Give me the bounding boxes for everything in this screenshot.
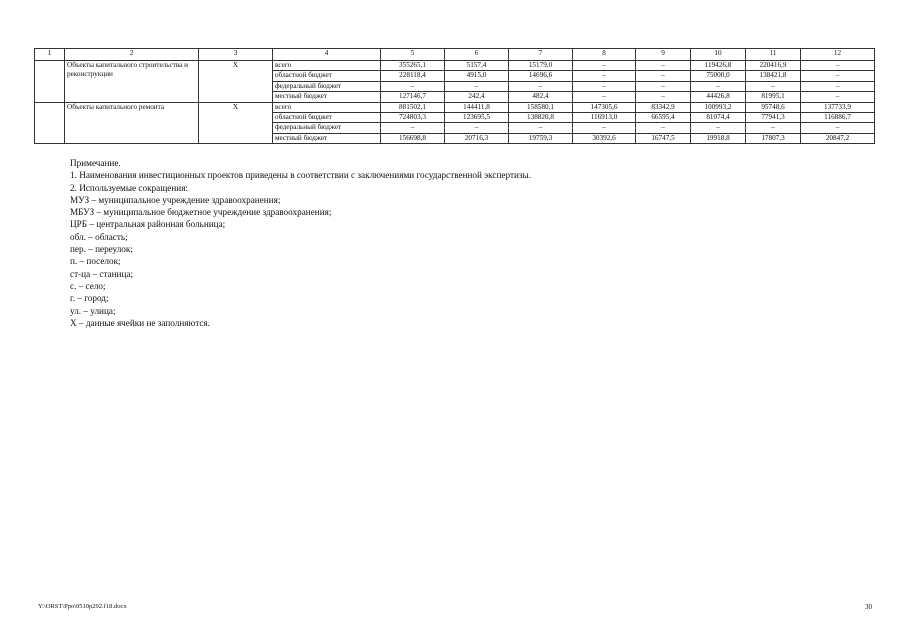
file-path: Y:\ORST\Ppo\0510p292.f18.docx xyxy=(38,603,127,610)
value-cell: 137733,9 xyxy=(801,102,875,112)
value-cell: 81995,1 xyxy=(746,92,801,102)
funding-source-label: всего xyxy=(273,61,381,71)
value-cell: 100993,2 xyxy=(691,102,746,112)
note-line: МУЗ – муниципальное учреждение здравоохранения; xyxy=(70,194,281,205)
value-cell: – xyxy=(445,81,509,91)
value-cell: 20847,2 xyxy=(801,133,875,143)
value-cell: – xyxy=(573,92,636,102)
value-cell: 15179,0 xyxy=(509,61,573,71)
value-cell: 158580,1 xyxy=(509,102,573,112)
value-cell: – xyxy=(801,61,875,71)
value-cell: – xyxy=(573,71,636,81)
column-header: 4 xyxy=(273,49,381,61)
notes-block xyxy=(70,157,870,329)
value-cell: 220416,9 xyxy=(746,61,801,71)
value-cell: 123695,5 xyxy=(445,112,509,122)
funding-source-label: областной бюджет xyxy=(273,112,381,122)
value-cell: 228118,4 xyxy=(381,71,445,81)
value-cell: – xyxy=(573,123,636,133)
value-cell: 19759,3 xyxy=(509,133,573,143)
notes-heading: Примечание. xyxy=(70,158,121,168)
column-header: 8 xyxy=(573,49,636,61)
funding-source-label: федеральный бюджет xyxy=(273,123,381,133)
value-cell: 4915,0 xyxy=(445,71,509,81)
value-cell: 77941,3 xyxy=(746,112,801,122)
note-line: пер. – переулок; xyxy=(70,244,133,255)
value-cell: – xyxy=(381,81,445,91)
note-line: г. – город; xyxy=(70,293,109,304)
value-cell: – xyxy=(801,92,875,102)
note-line: МБУЗ – муниципальное бюджетное учреждение здравоохранения; xyxy=(70,207,332,218)
budget-table xyxy=(34,48,875,144)
column-header: 7 xyxy=(509,49,573,61)
not-filled-mark: X xyxy=(199,61,273,103)
value-cell: – xyxy=(691,81,746,91)
value-cell: 881502,1 xyxy=(381,102,445,112)
value-cell: 144411,8 xyxy=(445,102,509,112)
note-line: ул. – улица; xyxy=(70,305,116,316)
funding-source-label: областной бюджет xyxy=(273,71,381,81)
column-header: 1 xyxy=(35,49,65,61)
value-cell: 127146,7 xyxy=(381,92,445,102)
value-cell: 156698,8 xyxy=(381,133,445,143)
not-filled-mark: X xyxy=(199,102,273,144)
value-cell: – xyxy=(636,81,691,91)
column-header: 12 xyxy=(801,49,875,61)
value-cell: – xyxy=(509,81,573,91)
table-row xyxy=(35,61,875,71)
value-cell: 724803,3 xyxy=(381,112,445,122)
value-cell: 482,4 xyxy=(509,92,573,102)
value-cell: – xyxy=(746,123,801,133)
value-cell: 16747,5 xyxy=(636,133,691,143)
value-cell: – xyxy=(381,123,445,133)
value-cell: – xyxy=(801,71,875,81)
value-cell: 138421,8 xyxy=(746,71,801,81)
value-cell: 14696,6 xyxy=(509,71,573,81)
table-header-row xyxy=(35,49,875,61)
value-cell: – xyxy=(636,71,691,81)
value-cell: 44426,8 xyxy=(691,92,746,102)
value-cell: – xyxy=(445,123,509,133)
note-line: X – данные ячейки не заполняются. xyxy=(70,317,210,328)
value-cell: 66595,4 xyxy=(636,112,691,122)
note-line: ЦРБ – центральная районная больница; xyxy=(70,219,226,230)
column-header: 5 xyxy=(381,49,445,61)
value-cell: – xyxy=(746,81,801,91)
value-cell: 17807,3 xyxy=(746,133,801,143)
funding-source-label: местный бюджет xyxy=(273,92,381,102)
column-header: 3 xyxy=(199,49,273,61)
note-line: обл. – область; xyxy=(70,231,128,242)
value-cell: – xyxy=(636,92,691,102)
value-cell: 119426,8 xyxy=(691,61,746,71)
funding-source-label: всего xyxy=(273,102,381,112)
value-cell: 81074,4 xyxy=(691,112,746,122)
value-cell: 20716,3 xyxy=(445,133,509,143)
value-cell: – xyxy=(509,123,573,133)
table-row xyxy=(35,102,875,112)
column-header: 9 xyxy=(636,49,691,61)
value-cell: 147305,6 xyxy=(573,102,636,112)
note-line: п. – поселок; xyxy=(70,256,121,267)
value-cell: – xyxy=(691,123,746,133)
value-cell: – xyxy=(801,81,875,91)
funding-source-label: федеральный бюджет xyxy=(273,81,381,91)
row-number-cell xyxy=(35,61,65,103)
value-cell: – xyxy=(636,61,691,71)
object-name: Объекты капитального ремонта xyxy=(65,102,199,144)
value-cell: 83342,9 xyxy=(636,102,691,112)
value-cell: – xyxy=(801,123,875,133)
value-cell: – xyxy=(636,123,691,133)
value-cell: 19918,8 xyxy=(691,133,746,143)
value-cell: 95748,6 xyxy=(746,102,801,112)
value-cell: 355265,1 xyxy=(381,61,445,71)
value-cell: 242,4 xyxy=(445,92,509,102)
note-line: 1. Наименования инвестиционных проектов приведены в соответствии с заключениями государственной экспертизы. xyxy=(70,170,531,181)
note-line: ст-ца – станица; xyxy=(70,268,133,279)
object-name: Объекты капитального строительства и реконструкции xyxy=(65,61,199,103)
column-header: 11 xyxy=(746,49,801,61)
value-cell: 75000,0 xyxy=(691,71,746,81)
value-cell: – xyxy=(573,81,636,91)
value-cell: – xyxy=(573,61,636,71)
note-line: 2. Используемые сокращения: xyxy=(70,182,188,193)
value-cell: 138820,8 xyxy=(509,112,573,122)
funding-source-label: местный бюджет xyxy=(273,133,381,143)
row-number-cell xyxy=(35,102,65,144)
page-number: 30 xyxy=(865,603,872,611)
value-cell: 116913,0 xyxy=(573,112,636,122)
value-cell: 116886,7 xyxy=(801,112,875,122)
column-header: 2 xyxy=(65,49,199,61)
note-line: с. – село; xyxy=(70,280,106,291)
column-header: 6 xyxy=(445,49,509,61)
value-cell: 5157,4 xyxy=(445,61,509,71)
column-header: 10 xyxy=(691,49,746,61)
value-cell: 30392,6 xyxy=(573,133,636,143)
